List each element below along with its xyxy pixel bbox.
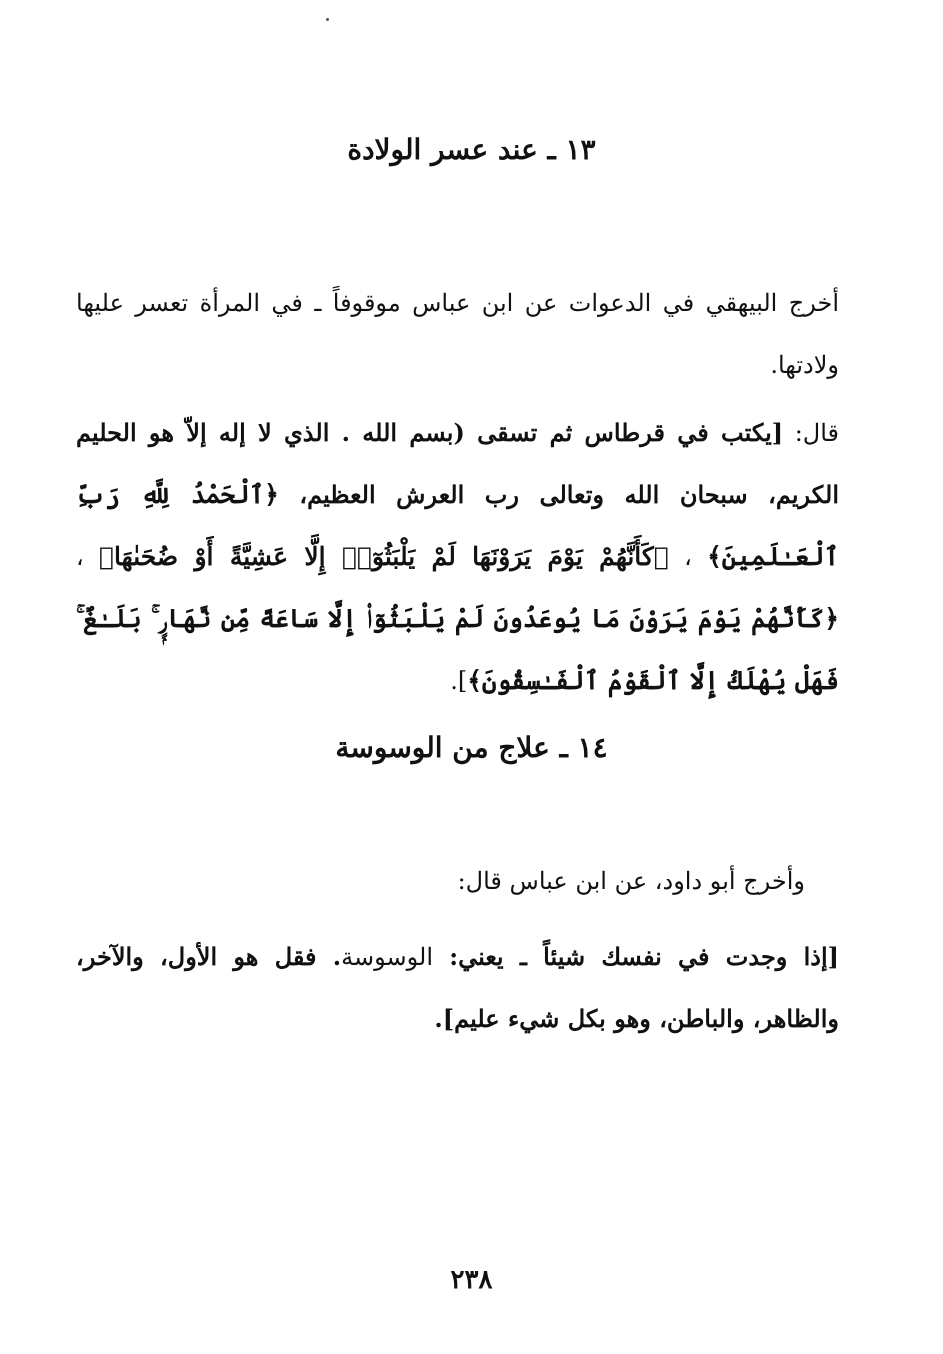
quote-open: [إذا وجدت في نفسك شيئاً ـ يعني: xyxy=(433,942,840,971)
verse-1: ﴿ٱلْحَمْدُ لِلَّهِ رَبِّ ٱلْعَـٰلَمِينَ﴾ xyxy=(76,480,839,571)
verse-separator-1: ، xyxy=(668,543,708,571)
verse-separator-2: ، xyxy=(76,543,100,571)
section-14-intro: وأخرج أبو داود، عن ابن عباس قال: xyxy=(457,867,805,895)
section-13-heading: ١٣ ـ عند عسر الولادة xyxy=(347,133,596,166)
page-mark xyxy=(326,18,329,21)
page-number: ٢٣٨ xyxy=(450,1265,493,1295)
verse-3: ﴿كَأَنَّهُمْ يَوْمَ يَرَوْنَ مَا يُوعَدُونَ لَمْ يَلْبَثُوٓا۟ إِلَّا سَاعَةً مِّن نَّهَارٍۭ ۚ بَلَـٰغٌ ۚ فَهَلْ يُهْلَكُ إِلَّا ٱلْقَوْمُ ٱلْفَـٰسِقُونَ﴾ xyxy=(76,604,839,695)
section-13-quote-paragraph xyxy=(76,402,839,712)
said-prefix: قال: xyxy=(783,419,840,447)
verse-2: ﴿كَأَنَّهُمْ يَوْمَ يَرَوْنَهَا لَمْ يَلْبَثُوٓا۟ إِلَّا عَشِيَّةً أَوْ ضُحَىٰهَا﴾ xyxy=(99,542,669,571)
section-14-quote-paragraph xyxy=(76,926,839,1050)
quote-text: [يكتب في قرطاس ثم تسقى (بسم الله . الذي لا إله إلاّ هو الحليم الكريم، سبحان الله وتعالى رب العرش العظيم، xyxy=(76,418,839,509)
quote-closing: ]. xyxy=(450,667,468,695)
section-14-heading: ١٤ ـ علاج من الوسوسة xyxy=(335,731,608,764)
quote-rest: . فقل هو الأول، والآخر، والظاهر، والباطن، وهو بكل شيء عليم]. xyxy=(76,942,839,1033)
quote-keyword: الوسوسة xyxy=(341,943,433,971)
section-13-intro: أخرج البيهقي في الدعوات عن ابن عباس موقوفاً ـ في المرأة تعسر عليها ولادتها. xyxy=(76,289,839,379)
